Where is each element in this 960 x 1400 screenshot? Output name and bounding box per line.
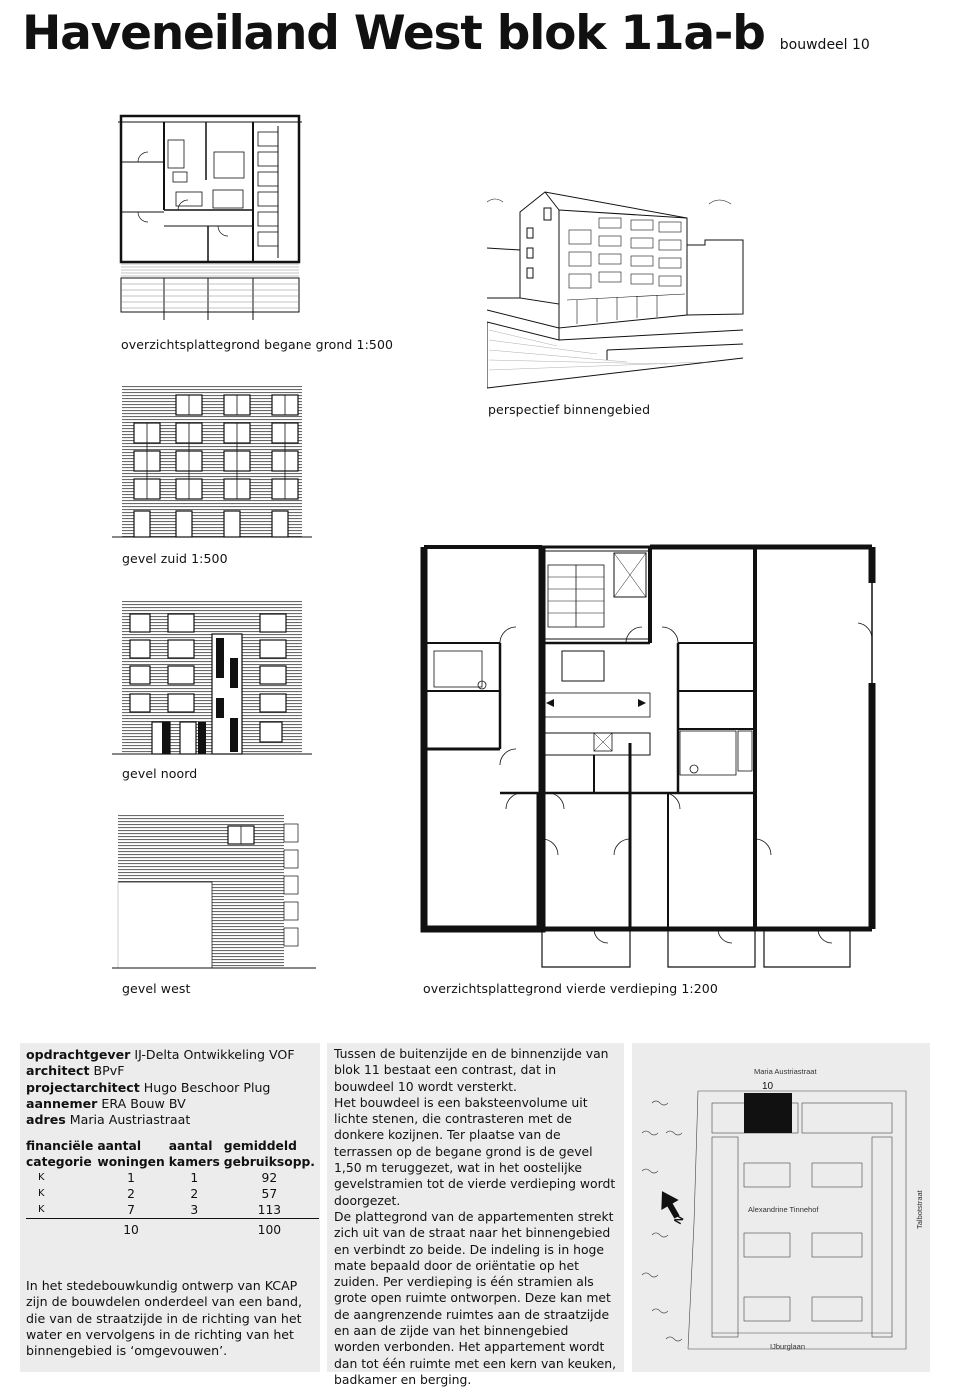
- table-row: K 7 3 113: [38, 1203, 282, 1218]
- caption-plan-ground: overzichtsplattegrond begane grond 1:500: [121, 337, 394, 352]
- map-label-street-top: Maria Austriastraat: [754, 1067, 817, 1076]
- col-header-category: financiële categorie: [26, 1139, 94, 1170]
- block-10-footprint: [744, 1093, 792, 1133]
- map-label-street-right: Talbotstraat: [915, 1190, 924, 1229]
- page-title: Haveneiland West blok 11a-b: [22, 6, 765, 61]
- col-header-units: aantal woningen: [97, 1139, 165, 1170]
- caption-facade-west: gevel west: [122, 981, 191, 996]
- map-label-courtyard: Alexandrine Tinnehof: [748, 1205, 819, 1214]
- description-panel: [327, 1043, 624, 1387]
- table-row: K 2 2 57: [38, 1187, 278, 1202]
- site-map: [632, 1043, 930, 1372]
- caption-plan-fourth: overzichtsplattegrond vierde verdieping 1:200: [423, 981, 718, 996]
- south-facade: [112, 383, 312, 539]
- table-row: K 1 1 92: [38, 1171, 278, 1186]
- page-subtitle: bouwdeel 10: [779, 37, 870, 53]
- description-paragraph: Het bouwdeel is een baksteenvolume uit lichte stenen, die contrasteren met de donkere kozijnen. Ter plaatse van de terrassen op de begane grond is de gevel 1,50 m teruggezet, wat in het oostelijke gevelstramien tot de vierde verdieping wordt doorgezet.: [334, 1094, 616, 1208]
- urban-design-note: In het stedebouwkundig ontwerp van KCAP zijn de bouwdelen onderdeel van een band, die van de straatzijde in de richting van het water en vervolgens in de richting van het binnengebied is ‘omgevouwen’.: [26, 1278, 302, 1359]
- credit-contractor: aannemer ERA Bouw BV: [26, 1095, 186, 1111]
- ground-floor-plan: [118, 112, 303, 324]
- credit-address: adres Maria Austriastraat: [26, 1112, 191, 1128]
- page-header: [22, 8, 870, 60]
- map-label-block-number: 10: [762, 1081, 774, 1092]
- description-paragraph: De plattegrond van de appartementen strekt zich uit van de straat naar het binnengebied en verbindt zo beide. De indeling is in hoge mate bepaald door de oriëntatie op het zuiden. Per verdieping is één stramien als grote open ruimte ontworpen. Deze kan met de aangrenzende ruimtes aan de straatzijde en aan de zijde van het binnengebied worden verbonden. Het appartement wordt dan tot één ruimte met een kern van keuken, badkamer en berging.: [334, 1208, 617, 1387]
- credit-client: opdrachtgever IJ-Delta Ontwikkeling VOF: [26, 1047, 295, 1062]
- credits-list: [26, 1047, 314, 1128]
- north-facade: [112, 598, 312, 756]
- north-letter: N: [672, 1213, 687, 1227]
- project-info-panel: [20, 1043, 320, 1372]
- caption-perspective: perspectief binnengebied: [488, 402, 651, 417]
- description-paragraph: Tussen de buitenzijde en de binnenzijde van blok 11 bestaat een contrast, dat in bouwdeel 10 wordt versterkt.: [334, 1046, 609, 1094]
- credit-architect: architect BPvF: [26, 1063, 125, 1079]
- col-header-area: gemiddeld gebruiksopp.: [223, 1139, 315, 1170]
- credit-project-architect: projectarchitect Hugo Beschoor Plug: [26, 1079, 271, 1095]
- west-facade: [112, 812, 322, 972]
- caption-facade-south: gevel zuid 1:500: [122, 551, 228, 566]
- table-total-row: 10 100: [26, 1219, 319, 1239]
- map-label-street-bottom: IJburglaan: [770, 1342, 806, 1351]
- housing-table: [26, 1138, 319, 1238]
- caption-facade-north: gevel noord: [122, 766, 198, 781]
- col-header-rooms: aantal kamers: [168, 1139, 220, 1170]
- perspective-drawing: [487, 190, 744, 390]
- fourth-floor-plan: [418, 543, 880, 975]
- site-map-panel: [632, 1043, 930, 1372]
